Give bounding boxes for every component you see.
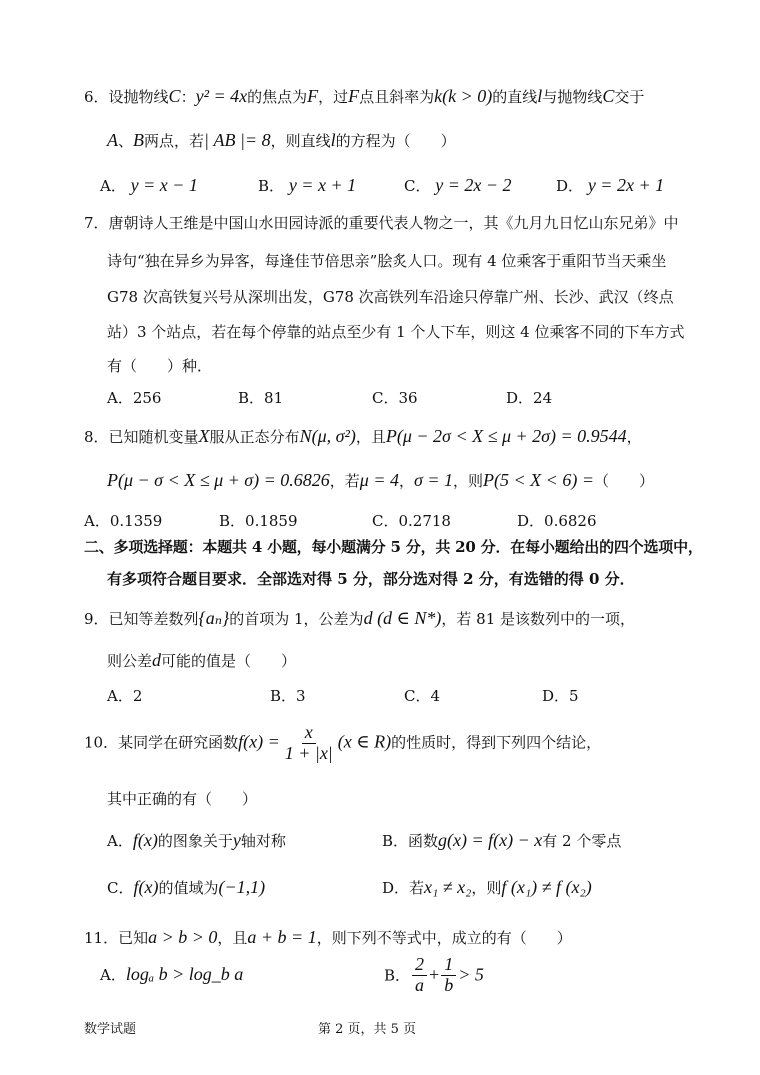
option-expr: 0.1859 — [245, 512, 298, 530]
q8-math: P(μ − 2σ < X ≤ μ + 2σ) = 0.9544 — [385, 426, 627, 446]
option-label: B． — [270, 687, 297, 705]
fraction-denominator: b — [444, 974, 454, 995]
option-label: C． — [404, 687, 431, 705]
option-label: C． — [372, 512, 399, 530]
q8-line2 — [107, 470, 654, 492]
option-label: D．若 — [382, 879, 425, 897]
q11-option-b[interactable] — [384, 955, 484, 996]
q8-option-d[interactable] — [517, 512, 597, 530]
fraction-numerator: 1 — [441, 955, 456, 976]
option-label: B． — [258, 177, 285, 195]
q6-option-a[interactable] — [100, 175, 198, 197]
q7-option-d[interactable] — [506, 389, 552, 407]
option-text: 有 2 个零点 — [542, 832, 622, 850]
option-expr: y = x − 1 — [130, 175, 198, 195]
option-label: D． — [556, 177, 584, 195]
q6-option-b[interactable] — [258, 175, 356, 197]
q6-var: C — [602, 86, 615, 106]
q10-math: (x ∈ R) — [337, 731, 392, 752]
footer-page-number: 第 2 页，共 5 页 — [318, 1022, 417, 1037]
footer-subject: 数学试题 — [84, 1022, 137, 1037]
option-label: C． — [404, 177, 431, 195]
q7-option-a[interactable] — [107, 389, 161, 407]
q11-fraction-2 — [441, 955, 456, 996]
q8-text: 服从正态分布 — [209, 428, 300, 446]
option-expr: g(x) = f(x) − x — [438, 830, 543, 850]
q6-math: k(k > 0) — [434, 86, 493, 106]
option-expr: 0.2718 — [398, 512, 451, 530]
option-expr: 5 — [569, 687, 579, 705]
q6-math: y² = 4x — [195, 86, 248, 106]
q9-var: d — [152, 650, 162, 670]
q8-math: P(5 < X < 6) = — [483, 470, 594, 490]
option-label: B．函数 — [382, 832, 439, 850]
q9-text: ，若 81 是该数列中的一项， — [441, 610, 636, 628]
q8-text: （ ） — [593, 472, 654, 490]
q8-text: ，则 — [453, 472, 484, 490]
q7-line4: 站）3 个站点，若在每个停靠的站点至少有 1 个人下车，则这 4 位乘客不同的下车方式 — [107, 323, 685, 341]
option-label: C． — [107, 879, 134, 897]
q9-line1 — [84, 608, 635, 630]
q6-var: l — [537, 86, 543, 106]
plus-sign: + — [429, 964, 440, 985]
fraction-numerator: 2 — [412, 955, 427, 976]
q11-math: a > b > 0 — [148, 927, 218, 947]
q8-option-b[interactable] — [219, 512, 298, 530]
q6-line2 — [107, 130, 456, 152]
q9-option-c[interactable] — [404, 687, 440, 705]
option-text: 的值域为 — [158, 879, 219, 897]
option-expr: f (x₁) ≠ f (x₂) — [501, 877, 592, 897]
q6-var: F — [348, 86, 360, 106]
q6-text: 、 — [118, 132, 134, 150]
option-label: A． — [107, 687, 133, 705]
q6-text: 的焦点为 — [247, 88, 308, 106]
option-expr: 256 — [132, 389, 162, 407]
section-heading-line2: 有多项符合题目要求．全部选对得 5 分，部分选对得 2 分，有选错的得 0 分． — [107, 570, 635, 588]
option-label: C． — [372, 389, 399, 407]
q9-text: 的首项为 1，公差为 — [229, 610, 364, 628]
q11-text: ，且 — [217, 929, 248, 947]
q9-option-b[interactable] — [270, 687, 306, 705]
q6-text: ，则直线 — [270, 132, 331, 150]
option-expr: f(x) — [133, 877, 159, 897]
q6-text: 交于 — [614, 88, 645, 106]
q7-line5: 有（ ）种． — [107, 357, 213, 375]
option-expr: 3 — [296, 687, 306, 705]
q8-line1 — [84, 426, 642, 448]
q9-text: 可能的值是（ ） — [161, 652, 297, 670]
option-expr: 36 — [398, 389, 418, 407]
q10-text: 10．某同学在研究函数 — [84, 733, 239, 752]
q10-option-d[interactable] — [382, 877, 592, 899]
section-heading-line1: 二、多项选择题：本题共 4 小题，每小题满分 5 分，共 20 分．在每小题给出的四个选项中， — [84, 538, 703, 556]
option-expr: y = 2x + 1 — [587, 175, 665, 195]
option-expr: > 5 — [458, 964, 484, 985]
q10-line1 — [84, 723, 601, 764]
q10-line2: 其中正确的有（ ） — [107, 790, 258, 808]
q6-text: 与抛物线 — [542, 88, 603, 106]
fraction-numerator: x — [302, 723, 316, 744]
q8-text: ， — [398, 472, 414, 490]
q6-line1 — [84, 86, 644, 108]
q8-text: ， — [626, 428, 642, 446]
option-expr: 0.1359 — [109, 512, 163, 530]
q6-text: 的直线 — [492, 88, 538, 106]
option-expr: f(x) — [132, 830, 158, 850]
option-label: D． — [506, 389, 534, 407]
option-expr: 2 — [132, 687, 143, 705]
option-text: 轴对称 — [240, 832, 286, 850]
q8-option-a[interactable] — [84, 512, 162, 530]
q9-option-d[interactable] — [542, 687, 579, 705]
option-expr: y = 2x − 2 — [435, 175, 512, 195]
q10-option-a[interactable] — [107, 830, 286, 852]
option-label: A． — [84, 512, 110, 530]
option-label: B． — [219, 512, 246, 530]
q6-text: 6．设抛物线 — [84, 88, 169, 106]
q8-text: 8．已知随机变量 — [84, 428, 199, 446]
q10-math: f(x) = — [238, 731, 280, 752]
option-label: D． — [517, 512, 545, 530]
q10-option-c[interactable] — [107, 877, 265, 899]
option-label: A． — [107, 389, 133, 407]
q11-math: a + b = 1 — [247, 927, 317, 947]
q9-option-a[interactable] — [107, 687, 142, 705]
q9-math: d (d ∈ N*) — [363, 608, 442, 628]
option-expr: logₐ b > log_b a — [125, 964, 244, 984]
q10-option-b[interactable] — [382, 830, 621, 852]
q8-var: X — [198, 426, 210, 446]
option-expr: 4 — [430, 687, 441, 705]
q6-var: l — [330, 130, 336, 150]
q6-var: A — [107, 130, 118, 150]
q8-text: ，且 — [355, 428, 386, 446]
q8-math: σ = 1 — [414, 470, 454, 490]
option-text: 的图象关于 — [157, 832, 233, 850]
q6-option-c[interactable] — [404, 175, 512, 197]
option-var: y — [232, 830, 241, 850]
q6-var: B — [133, 130, 145, 150]
q11-option-a[interactable] — [100, 964, 243, 986]
option-label: D． — [542, 687, 570, 705]
q9-math: {aₙ} — [198, 608, 230, 628]
q8-text: ，若 — [329, 472, 360, 490]
q9-line2 — [107, 650, 296, 672]
option-label: B． — [384, 966, 411, 985]
q7-line1: 7．唐朝诗人王维是中国山水田园诗派的重要代表人物之一，其《九月九日忆山东兄弟》中 — [84, 214, 679, 232]
q6-text: ，过 — [318, 88, 349, 106]
q11-text: 11．已知 — [84, 929, 149, 947]
q7-option-c[interactable] — [372, 389, 418, 407]
q7-line3: G78 次高铁复兴号从深圳出发，G78 次高铁列车沿途只停靠广州、长沙、武汉（终点 — [107, 288, 674, 306]
option-text: ，则 — [471, 879, 502, 897]
q8-option-c[interactable] — [372, 512, 451, 530]
q9-text: 则公差 — [107, 652, 153, 670]
fraction-denominator: 1 + |x| — [284, 742, 333, 763]
q6-text: 的方程为（ ） — [335, 132, 456, 150]
q10-fraction — [282, 723, 336, 764]
option-expr: x₁ ≠ x₂ — [424, 877, 472, 897]
option-expr: 24 — [533, 389, 553, 407]
q8-math: μ = 4 — [359, 470, 399, 490]
q7-line2: 诗句“独在异乡为异客，每逢佳节倍思亲”脍炙人口。现有 4 位乘客于重阳节当天乘坐 — [107, 252, 667, 270]
q9-text: 9．已知等差数列 — [84, 610, 199, 628]
q7-option-b[interactable] — [238, 389, 283, 407]
q11-text: ，则下列不等式中，成立的有（ ） — [316, 929, 572, 947]
q11-line1 — [84, 927, 572, 949]
option-label: A． — [100, 966, 126, 984]
q6-math: | AB |= 8 — [204, 130, 271, 150]
q10-text: 的性质时，得到下列四个结论， — [391, 733, 602, 752]
q8-math: P(μ − σ < X ≤ μ + σ) = 0.6826 — [107, 470, 330, 490]
option-expr: (−1,1) — [218, 877, 266, 897]
q8-math: N(μ, σ²) — [299, 426, 356, 446]
q11-fraction-1 — [412, 955, 427, 996]
q6-text: 两点，若 — [144, 132, 205, 150]
q6-option-d[interactable] — [556, 175, 664, 197]
q6-text: 点且斜率为 — [359, 88, 435, 106]
option-label: A． — [100, 177, 126, 195]
fraction-denominator: a — [415, 974, 425, 995]
option-expr: 81 — [264, 389, 284, 407]
q6-var: C — [168, 86, 181, 106]
option-label: A． — [107, 832, 133, 850]
option-expr: 0.6826 — [544, 512, 597, 530]
option-label: B． — [238, 389, 265, 407]
q6-var: F — [307, 86, 319, 106]
q6-text: ： — [180, 88, 196, 106]
option-expr: y = x + 1 — [288, 175, 357, 195]
